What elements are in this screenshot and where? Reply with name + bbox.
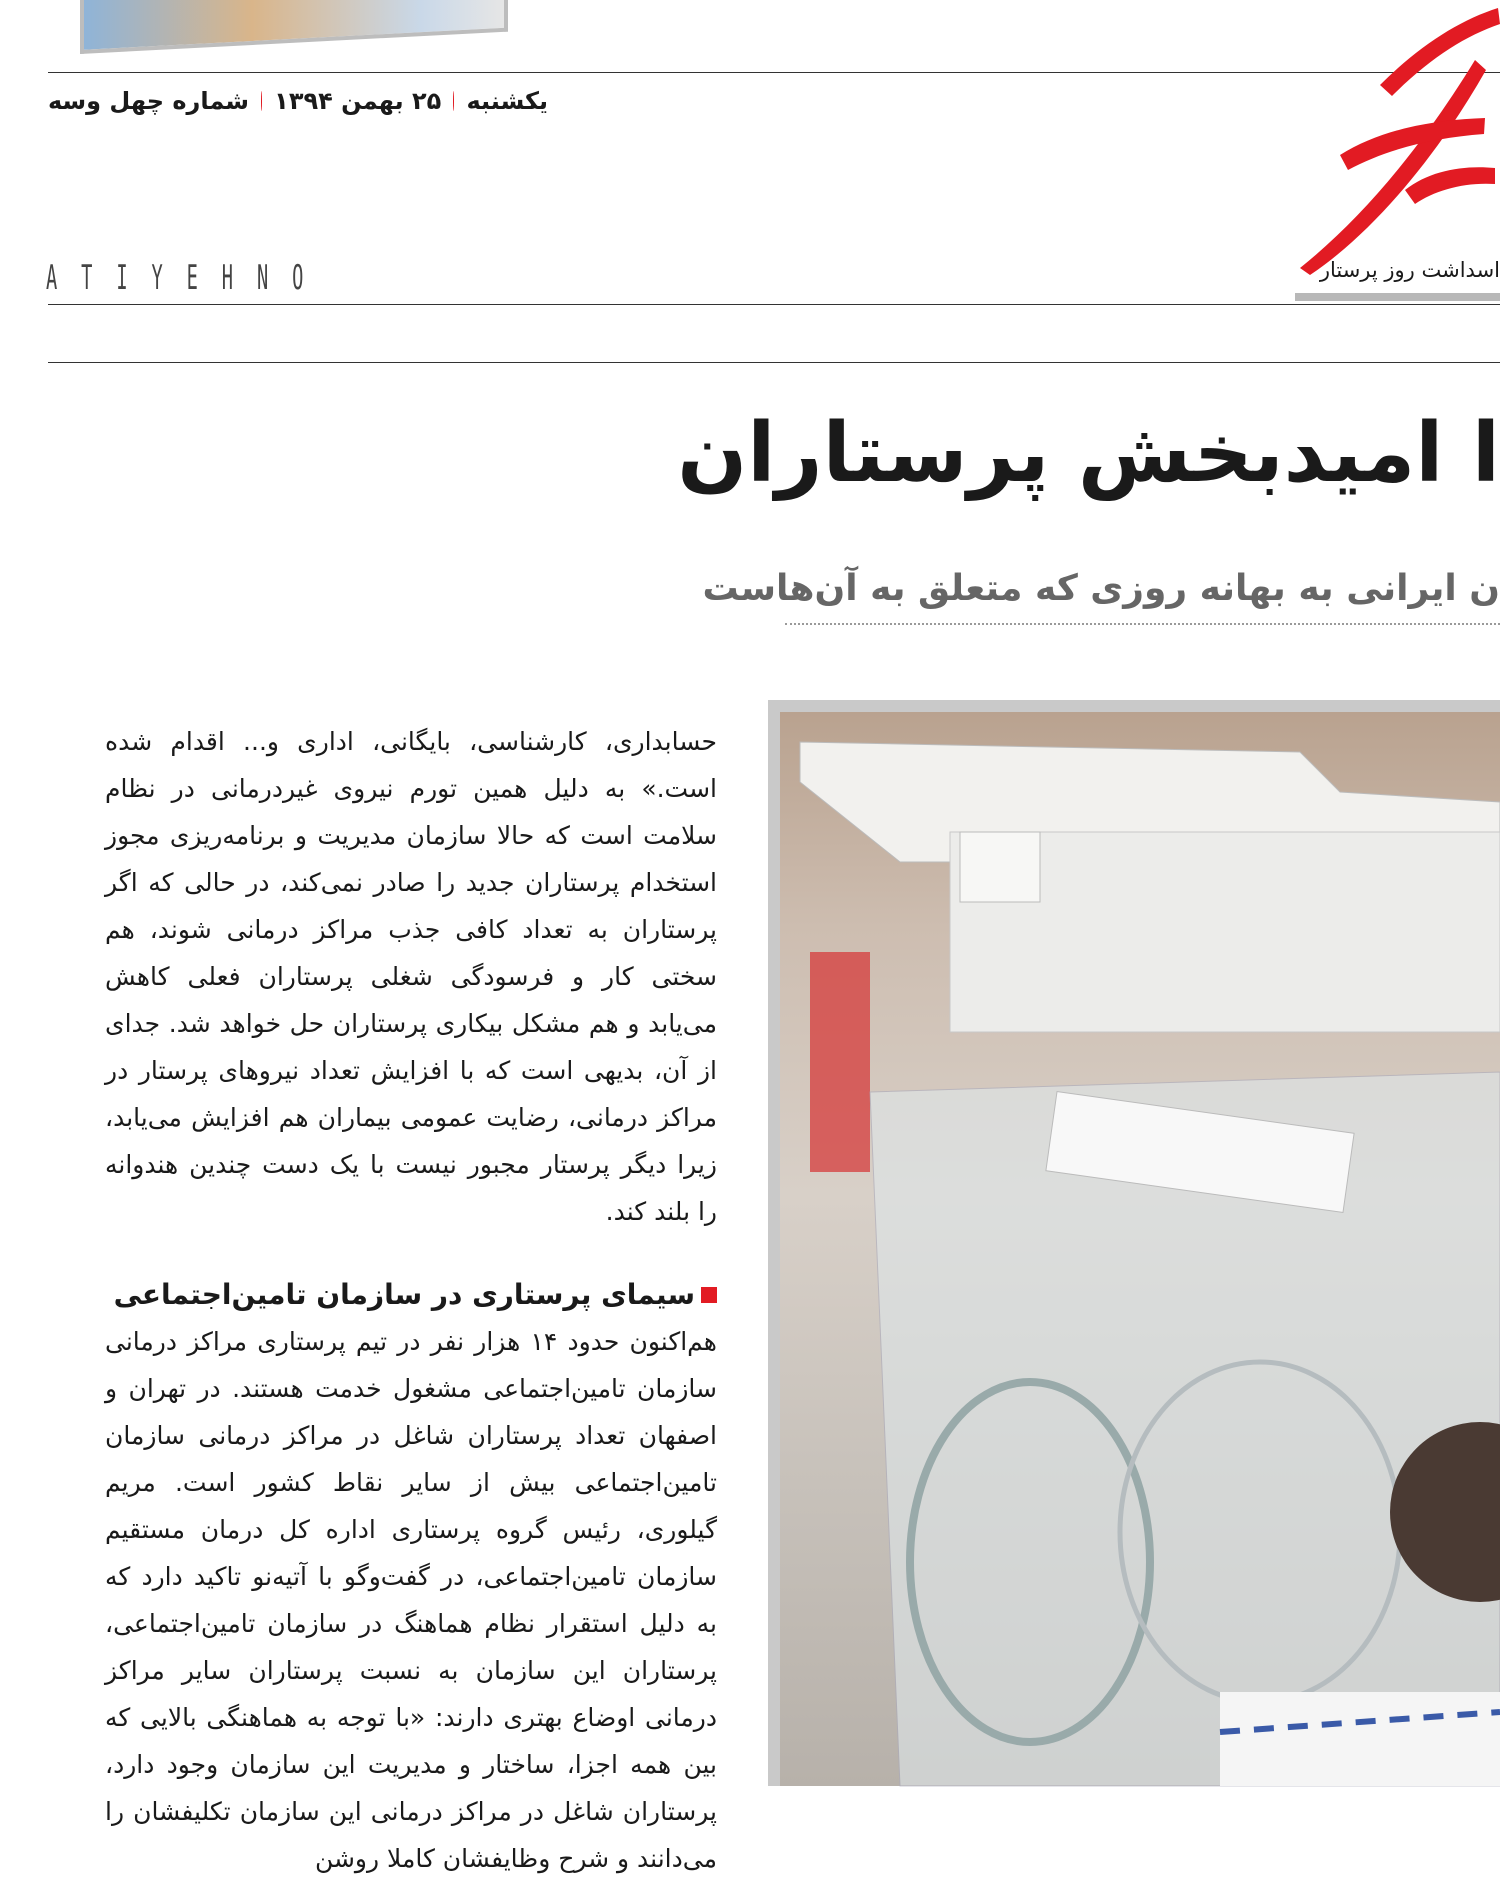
wordmark-letter: E xyxy=(186,258,199,298)
section-heading xyxy=(105,1271,717,1318)
photo-incubator-scene xyxy=(780,712,1500,1786)
wordmark-letter: Y xyxy=(151,258,164,298)
article-photo xyxy=(768,700,1500,1786)
masthead-rule xyxy=(48,304,1500,305)
wordmark-letter: T xyxy=(81,258,94,298)
article-subhead: ن ایرانی به بهانه روزی که متعلق به آن‌هاست xyxy=(785,568,1500,625)
section-heading-text: سیمای پرستاری در سازمان تامین‌اجتماعی xyxy=(113,1278,695,1311)
wordmark-letter: O xyxy=(292,258,305,298)
logo-caption: اسداشت روز پرستار xyxy=(1319,258,1500,282)
body-paragraph: حسابداری، کارشناسی، بایگانی، اداری و... اقدام شده است.» به دلیل همین تورم نیروی غیردرمانی در نظام سلامت است که حالا سازمان مدیریت و برنامه‌ریزی مجوز استخدام پرستاران جدید را صادر نمی‌کند، در حالی که اگر پرستاران به تعداد کافی جذب مراکز درمانی شوند، هم سختی کار و فرسودگی شغلی پرستاران فعلی کاهش می‌یابد و هم مشکل بیکاری پرستاران حل خواهد شد. جدای از آن، بدیهی است که با افزایش تعداد نیروهای پرستار در مراکز درمانی، رضایت عمومی بیماران هم افزایش می‌یابد، زیرا دیگر پرستار مجبور نیست با یک دست چندین هندوانه را بلند کند. xyxy=(105,727,717,1226)
wordmark-letter: I xyxy=(116,258,129,298)
wordmark-letter: N xyxy=(256,258,270,298)
bullet-dot-icon xyxy=(453,91,454,111)
wordmark-letter: H xyxy=(221,258,235,298)
top-photo-strip xyxy=(80,0,508,54)
header-bottom-rule xyxy=(48,362,1500,363)
weekday: یکشنبه xyxy=(466,87,548,115)
bullet-dot-icon xyxy=(261,91,262,111)
section-wordmark xyxy=(46,258,305,298)
issue-date-line xyxy=(48,86,548,116)
incubator-illustration xyxy=(780,712,1500,1786)
publication-logo xyxy=(1270,0,1500,280)
issue-date: ۲۵ بهمن ۱۳۹۴ xyxy=(274,87,442,115)
issue-number: شماره چهل وسه xyxy=(48,87,250,115)
wordmark-letter: A xyxy=(46,258,59,298)
article-body-column xyxy=(105,718,717,1882)
logo-underline-bar xyxy=(1295,293,1500,301)
article-headline: ا امیدبخش پرستاران xyxy=(677,406,1500,501)
body-paragraph: هم‌اکنون حدود ۱۴ هزار نفر در تیم پرستاری مراکز درمانی سازمان تامین‌اجتماعی مشغول خدمت هستند. در تهران و اصفهان تعداد پرستاران شاغل در مراکز درمانی سازمان تامین‌اجتماعی بیش از سایر نقاط کشور است. مریم گیلوری، رئیس گروه پرستاری اداره کل درمان مستقیم سازمان تامین‌اجتماعی، در گفت‌وگو با آتیه‌نو تاکید دارد که به دلیل استقرار نظام هماهنگ در سازمان تامین‌اجتماعی، پرستاران این سازمان به نسبت پرستاران سایر مراکز درمانی اوضاع بهتری دارند: «با توجه به هماهنگی بالایی که بین همه اجزا، ساختار و مدیریت این سازمان وجود دارد، پرستاران شاغل در مراکز درمانی این سازمان تکلیفشان را می‌دانند و شرح وظایفشان کاملا روشن xyxy=(105,1327,717,1873)
red-square-icon xyxy=(701,1287,717,1303)
